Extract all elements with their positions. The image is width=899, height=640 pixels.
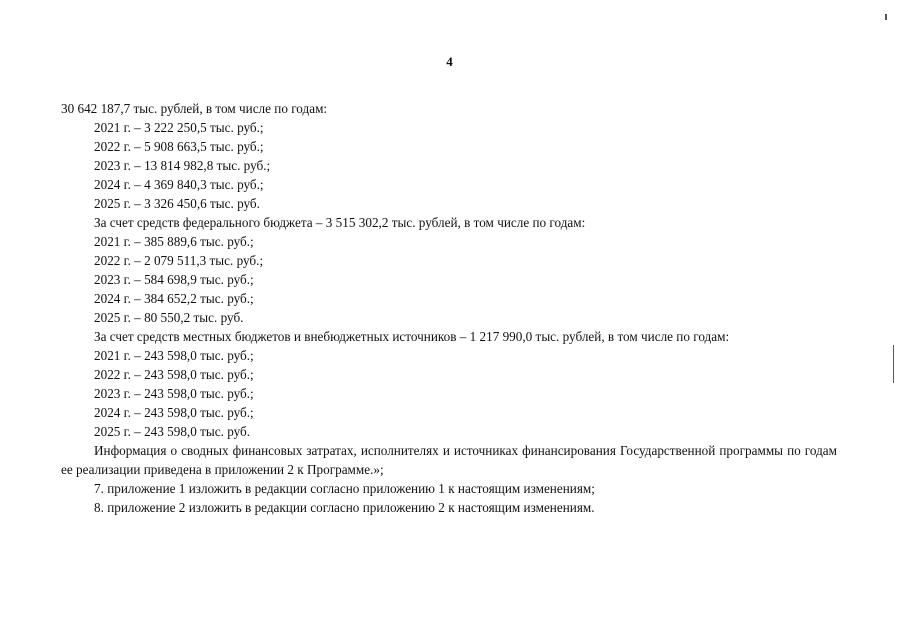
federal-year-2023: 2023 г. – 584 698,9 тыс. руб.; — [94, 272, 254, 287]
local-intro: За счет средств местных бюджетов и внебюджетных источников – 1 217 990,0 тыс. рублей, в том числе по годам: — [94, 329, 730, 344]
totals-year-2021: 2021 г. – 3 222 250,5 тыс. руб.; — [94, 120, 264, 135]
federal-year-2021: 2021 г. – 385 889,6 тыс. руб.; — [94, 234, 254, 249]
federal-year-2022: 2022 г. – 2 079 511,3 тыс. руб.; — [94, 253, 264, 268]
item-7: 7. приложение 1 изложить в редакции согласно приложению 1 к настоящим изменениям; — [94, 481, 595, 496]
totals-year-2025: 2025 г. – 3 326 450,6 тыс. руб. — [94, 196, 260, 211]
federal-intro: За счет средств федерального бюджета – 3 515 302,2 тыс. рублей, в том числе по годам: — [94, 215, 586, 230]
scan-mark-top-right — [885, 14, 887, 20]
item-8: 8. приложение 2 изложить в редакции согласно приложению 2 к настоящим изменениям. — [94, 500, 595, 515]
local-year-2025: 2025 г. – 243 598,0 тыс. руб. — [94, 424, 251, 439]
local-year-2021: 2021 г. – 243 598,0 тыс. руб.; — [94, 348, 254, 363]
federal-year-2024: 2024 г. – 384 652,2 тыс. руб.; — [94, 291, 254, 306]
totals-year-2023: 2023 г. – 13 814 982,8 тыс. руб.; — [94, 158, 271, 173]
scan-mark-right-edge — [893, 345, 894, 383]
local-year-2022: 2022 г. – 243 598,0 тыс. руб.; — [94, 367, 254, 382]
totals-year-2024: 2024 г. – 4 369 840,3 тыс. руб.; — [94, 177, 264, 192]
totals-year-2022: 2022 г. – 5 908 663,5 тыс. руб.; — [94, 139, 264, 154]
page-number: 4 — [446, 54, 453, 69]
federal-year-2025: 2025 г. – 80 550,2 тыс. руб. — [94, 310, 244, 325]
document-body — [61, 99, 837, 517]
local-year-2023: 2023 г. – 243 598,0 тыс. руб.; — [94, 386, 254, 401]
totals-intro: 30 642 187,7 тыс. рублей, в том числе по годам: — [61, 101, 328, 116]
info-paragraph: Информация о сводных финансовых затратах, исполнителях и источниках финансирования Государственной программы по годам ее реализации приведена в приложении 2 к Программе.»; — [61, 443, 837, 477]
local-year-2024: 2024 г. – 243 598,0 тыс. руб.; — [94, 405, 254, 420]
